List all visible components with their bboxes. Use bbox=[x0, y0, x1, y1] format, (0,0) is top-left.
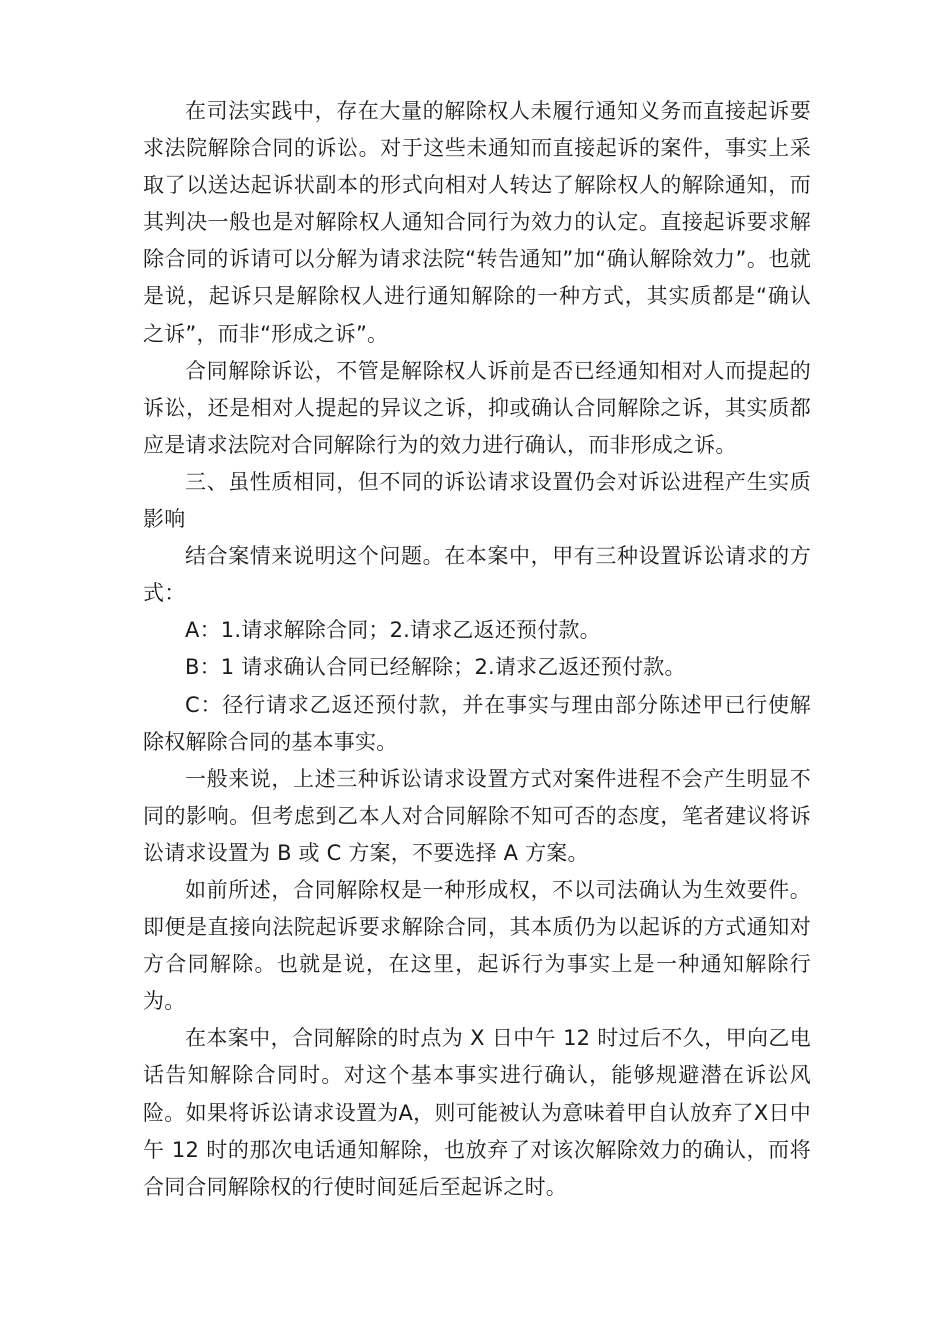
paragraph-case-options-intro: 结合案情来说明这个问题。在本案中，甲有三种设置诉讼请求的方式： bbox=[143, 544, 811, 606]
section-heading-three: 三、虽性质相同，但不同的诉讼请求设置仍会对诉讼进程产生实质影响 bbox=[143, 469, 811, 532]
option-c: C：径行请求乙返还预付款，并在事实与理由部分陈述甲已行使解除权解除合同的基本事实。 bbox=[143, 692, 811, 754]
paragraph-recommendation: 一般来说，上述三种诉讼请求设置方式对案件进程不会产生明显不同的影响。但考虑到乙本人对合同解除不知可否的态度，笔者建议将诉讼请求设置为 B 或 C 方案，不要选择 A 方案。 bbox=[143, 766, 811, 865]
paragraph-judicial-practice: 在司法实践中，存在大量的解除权人未履行通知义务而直接起诉要求法院解除合同的诉讼。对于这些未通知而直接起诉的案件，事实上采取了以送达起诉状副本的形式向相对人转达了解除权人的解除通知，而其判决一般也是对解除权人通知合同行为效力的认定。直接起诉要求解除合同的诉请可以分解为请求法院“转告通知”加“确认解除效力”。也就是说，起诉只是解除权人进行通知解除的一种方式，其实质都是“确认之诉”，而非“形成之诉”。 bbox=[143, 99, 811, 346]
paragraph-case-timing: 在本案中，合同解除的时点为 X 日中午 12 时过后不久，甲向乙电话告知解除合同时。对这个基本事实进行确认，能够规避潜在诉讼风险。如果将诉讼请求设置为A，则可能被认为意味着甲自认放弃了X日中午 12 时的那次电话通知解除，也放弃了对该次解除效力的确认，而将合同合同解除权的行使时间延后至起诉之时。 bbox=[143, 1026, 811, 1199]
option-b: B：1 请求确认合同已经解除；2.请求乙返还预付款。 bbox=[185, 655, 686, 680]
paragraph-rescission-litigation: 合同解除诉讼，不管是解除权人诉前是否已经通知相对人而提起的诉讼，还是相对人提起的异议之诉，抑或确认合同解除之诉，其实质都应是请求法院对合同解除行为的效力进行确认，而非形成之诉。 bbox=[143, 358, 811, 457]
document-body bbox=[143, 93, 811, 1206]
option-a: A：1.请求解除合同；2.请求乙返还预付款。 bbox=[185, 618, 601, 643]
paragraph-formation-right: 如前所述，合同解除权是一种形成权，不以司法确认为生效要件。即便是直接向法院起诉要求解除合同，其本质仍为以起诉的方式通知对方合同解除。也就是说，在这里，起诉行为事实上是一种通知解除行为。 bbox=[143, 877, 811, 1014]
